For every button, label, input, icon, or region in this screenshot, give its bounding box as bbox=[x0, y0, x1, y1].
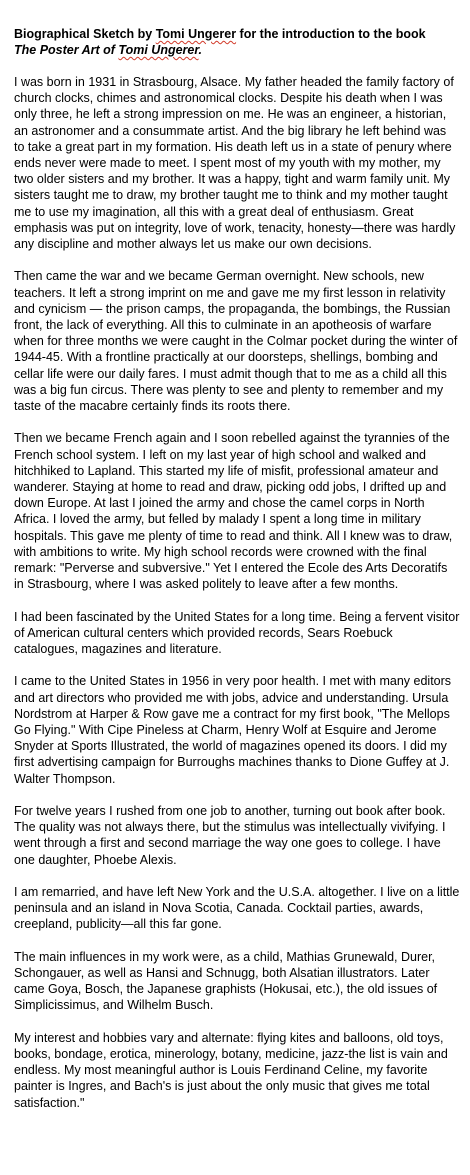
paragraph-french-school: Then we became French again and I soon rebelled against the tyrannies of the French school system. I left on my last year of high school and walked and hitchhiked to Lapland. This started my life of misfit, professional amateur and wanderer. Staying at home to read and draw, picking odd jobs, I drifted up and down Europe. At last I joined the army and chose the camel corps in North Africa. I loved the army, but felled by malady I spent a long time in military hospitals. This gave me plenty of time to read and think. All I knew was to draw, with ambitions to write. My high school records were crowned with the final remark: "Perverse and subversive." Yet I entered the Ecole des Arts Decoratifs in Strasbourg, where I was asked politely to leave after a few months. bbox=[14, 431, 453, 592]
book-title-suffix: . bbox=[198, 43, 203, 57]
paragraph-arrival-1956: I came to the United States in 1956 in very poor health. I met with many editors and art directors who provided me with jobs, advice and understanding. Ursula Nordstrom at Harper & Row gave me a contract for my first book, "The Mellops Go Flying." With Cipe Pineless at Charm, Henry Wolf at Esquire and Jerome Snyder at Sports Illustrated, the world of magazines opened its doors. I did my first advertising campaign for Burroughs machines thanks to Dione Guffey at J. Walter Thompson. bbox=[14, 674, 452, 786]
book-title-prefix: The Poster Art of bbox=[14, 43, 119, 57]
heading-line-1 bbox=[14, 26, 460, 42]
book-title bbox=[14, 42, 460, 58]
book-title-author: Tomi Ungerer bbox=[118, 43, 199, 57]
paragraph-twelve-years: For twelve years I rushed from one job to another, turning out book after book. The quality was not always there, but the stimulus was intellectually vivifying. I went through a first and second marriage the way one goes to college. I have one daughter, Phoebe Alexis. bbox=[14, 804, 446, 867]
paragraph-united-states-fascination: I had been fascinated by the United States for a long time. Being a fervent visitor of American cultural centers which provided records, Sears Roebuck catalogues, magazines and literature. bbox=[14, 609, 460, 657]
paragraph-hobbies: My interest and hobbies vary and alternate: flying kites and balloons, old toys, books, bondage, erotica, minerology, botany, medicine, jazz-the list is vain and endless. My most meaningful author is Louis Ferdinand Celine, my favorite painter is Ingres, and Bach's is just about the only music that gives me total satisfaction." bbox=[14, 1030, 448, 1110]
author-name: Tomi Ungerer bbox=[155, 27, 237, 41]
paragraph-remarried: I am remarried, and have left New York and the U.S.A. altogether. I live on a little peninsula and an island in Nova Scotia, Canada. Cocktail parties, awards, creepland, publicity—all this far gone. bbox=[14, 885, 460, 932]
heading-prefix: Biographical Sketch by bbox=[14, 27, 156, 41]
document-heading bbox=[14, 26, 460, 58]
heading-suffix: for the introduction to the book bbox=[236, 27, 426, 41]
paragraph-war: Then came the war and we became German overnight. New schools, new teachers. It left a strong imprint on me and gave me my first lesson in relativity and cynicism — the prison camps, the propaganda, the bombings, the Russian front, the lack of everything. All this to culminate in an apotheosis of warfare when for three months we were caught in the Colmar pocket during the winter of 1944-45. With a frontline practically at our doorsteps, shellings, bombing and cellar life were our daily fares. I must admit though that to me as a child all this was a big fun circus. There was plenty to see and plenty to remember and my taste of the macabre certainly finds its roots there. bbox=[14, 269, 458, 414]
paragraph-influences: The main influences in my work were, as a child, Mathias Grunewald, Durer, Schongauer, as well as Hansi and Schnugg, both Alsatian illustrators. Later came Goya, Bosch, the Japanese graphists (Hokusai, etc.), the old issues of Simplicissimus, and Wilhelm Busch. bbox=[14, 949, 438, 1013]
paragraph-childhood: I was born in 1931 in Strasbourg, Alsace. My father headed the family factory of church clocks, chimes and astronomical clocks. Despite his death when I was only three, he left a strong impression on me. He was an engineer, a historian, an astronomer and a consummate artist. And the big library he left behind was to take a great part in my formation. His death left us in a state of penury where ends never were made to meet. I spent most of my youth with my mother, my two older sisters and my brother. It was a happy, tight and warm family unit. My sisters taught me to draw, my brother taught me to think and my mother taught me to use my imagination, all this with a great deal of enthusiasm. Great emphasis was put on integrity, love of work, tenacity, honesty—there was hardly any discipline and mother always let us make our own decisions. bbox=[14, 75, 456, 252]
